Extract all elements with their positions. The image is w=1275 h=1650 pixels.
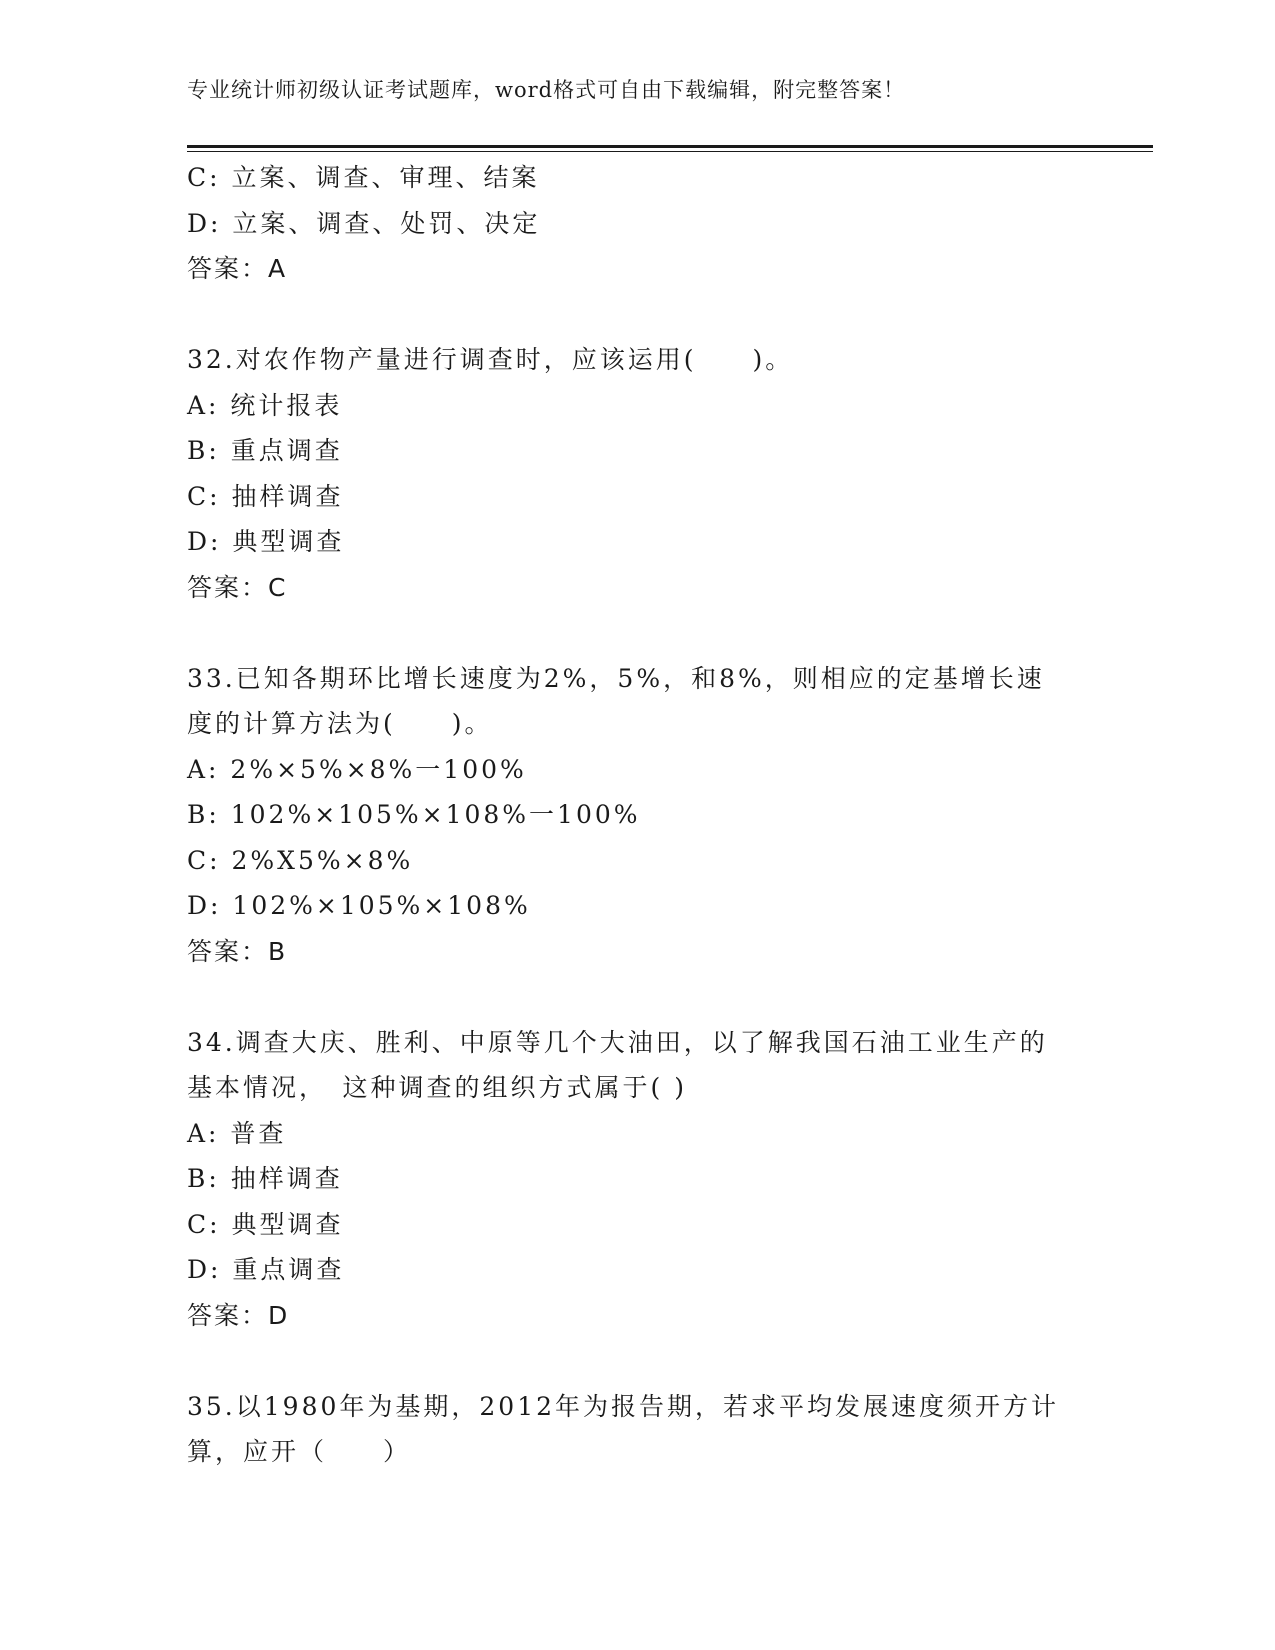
- question-stem: 35.以1980年为基期，2012年为报告期，若求平均发展速度须开方计: [187, 1391, 1060, 1421]
- option-d: D: 立案、调查、处罚、决定: [187, 208, 541, 238]
- option-c: C: 立案、调查、审理、结案: [187, 163, 540, 192]
- question-stem: 33.已知各期环比增长速度为2%，5%，和8%，则相应的定基增长速: [187, 663, 1045, 693]
- answer-line: 答案：D: [187, 1300, 290, 1330]
- option-c: C: 2%X5%×8%: [187, 845, 414, 875]
- question-list: [187, 155, 1087, 1475]
- option-b: B: 102%×105%×108%一100%: [187, 800, 641, 829]
- question-stem: 34.调查大庆、胜利、中原等几个大油田，以了解我国石油工业生产的: [187, 1027, 1048, 1057]
- option-c: C: 典型调查: [187, 1209, 344, 1239]
- question-35: [187, 1384, 1087, 1475]
- option-d: D: 典型调查: [187, 527, 345, 556]
- question-32: [187, 337, 1087, 610]
- question-stem-continued: 基本情况， 这种调查的组织方式属于( ): [187, 1073, 687, 1102]
- prev-question-block: [187, 155, 1087, 292]
- option-a: A: 2%×5%×8%一100%: [187, 754, 527, 784]
- option-c: C: 抽样调查: [187, 481, 344, 511]
- page-header: 专业统计师初级认证考试题库，word格式可自由下载编辑，附完整答案！: [187, 78, 906, 102]
- question-stem-continued: 算，应开（ ）: [187, 1437, 412, 1466]
- answer-line: 答案：B: [187, 936, 288, 966]
- answer-line: 答案：A: [187, 254, 288, 283]
- question-stem-continued: 度的计算方法为( )。: [187, 709, 493, 738]
- option-d: D: 102%×105%×108%: [187, 891, 531, 920]
- option-a: A: 普查: [187, 1118, 287, 1148]
- question-stem: 32.对农作物产量进行调查时，应该运用( )。: [187, 345, 794, 374]
- option-b: B: 重点调查: [187, 436, 343, 465]
- answer-line: 答案：C: [187, 572, 288, 602]
- option-d: D: 重点调查: [187, 1255, 345, 1284]
- header-divider-thick: [187, 145, 1153, 148]
- header-divider-thin: [187, 151, 1153, 152]
- option-b: B: 抽样调查: [187, 1164, 343, 1193]
- option-a: A: 统计报表: [187, 390, 343, 420]
- question-33: [187, 656, 1087, 975]
- question-34: [187, 1020, 1087, 1339]
